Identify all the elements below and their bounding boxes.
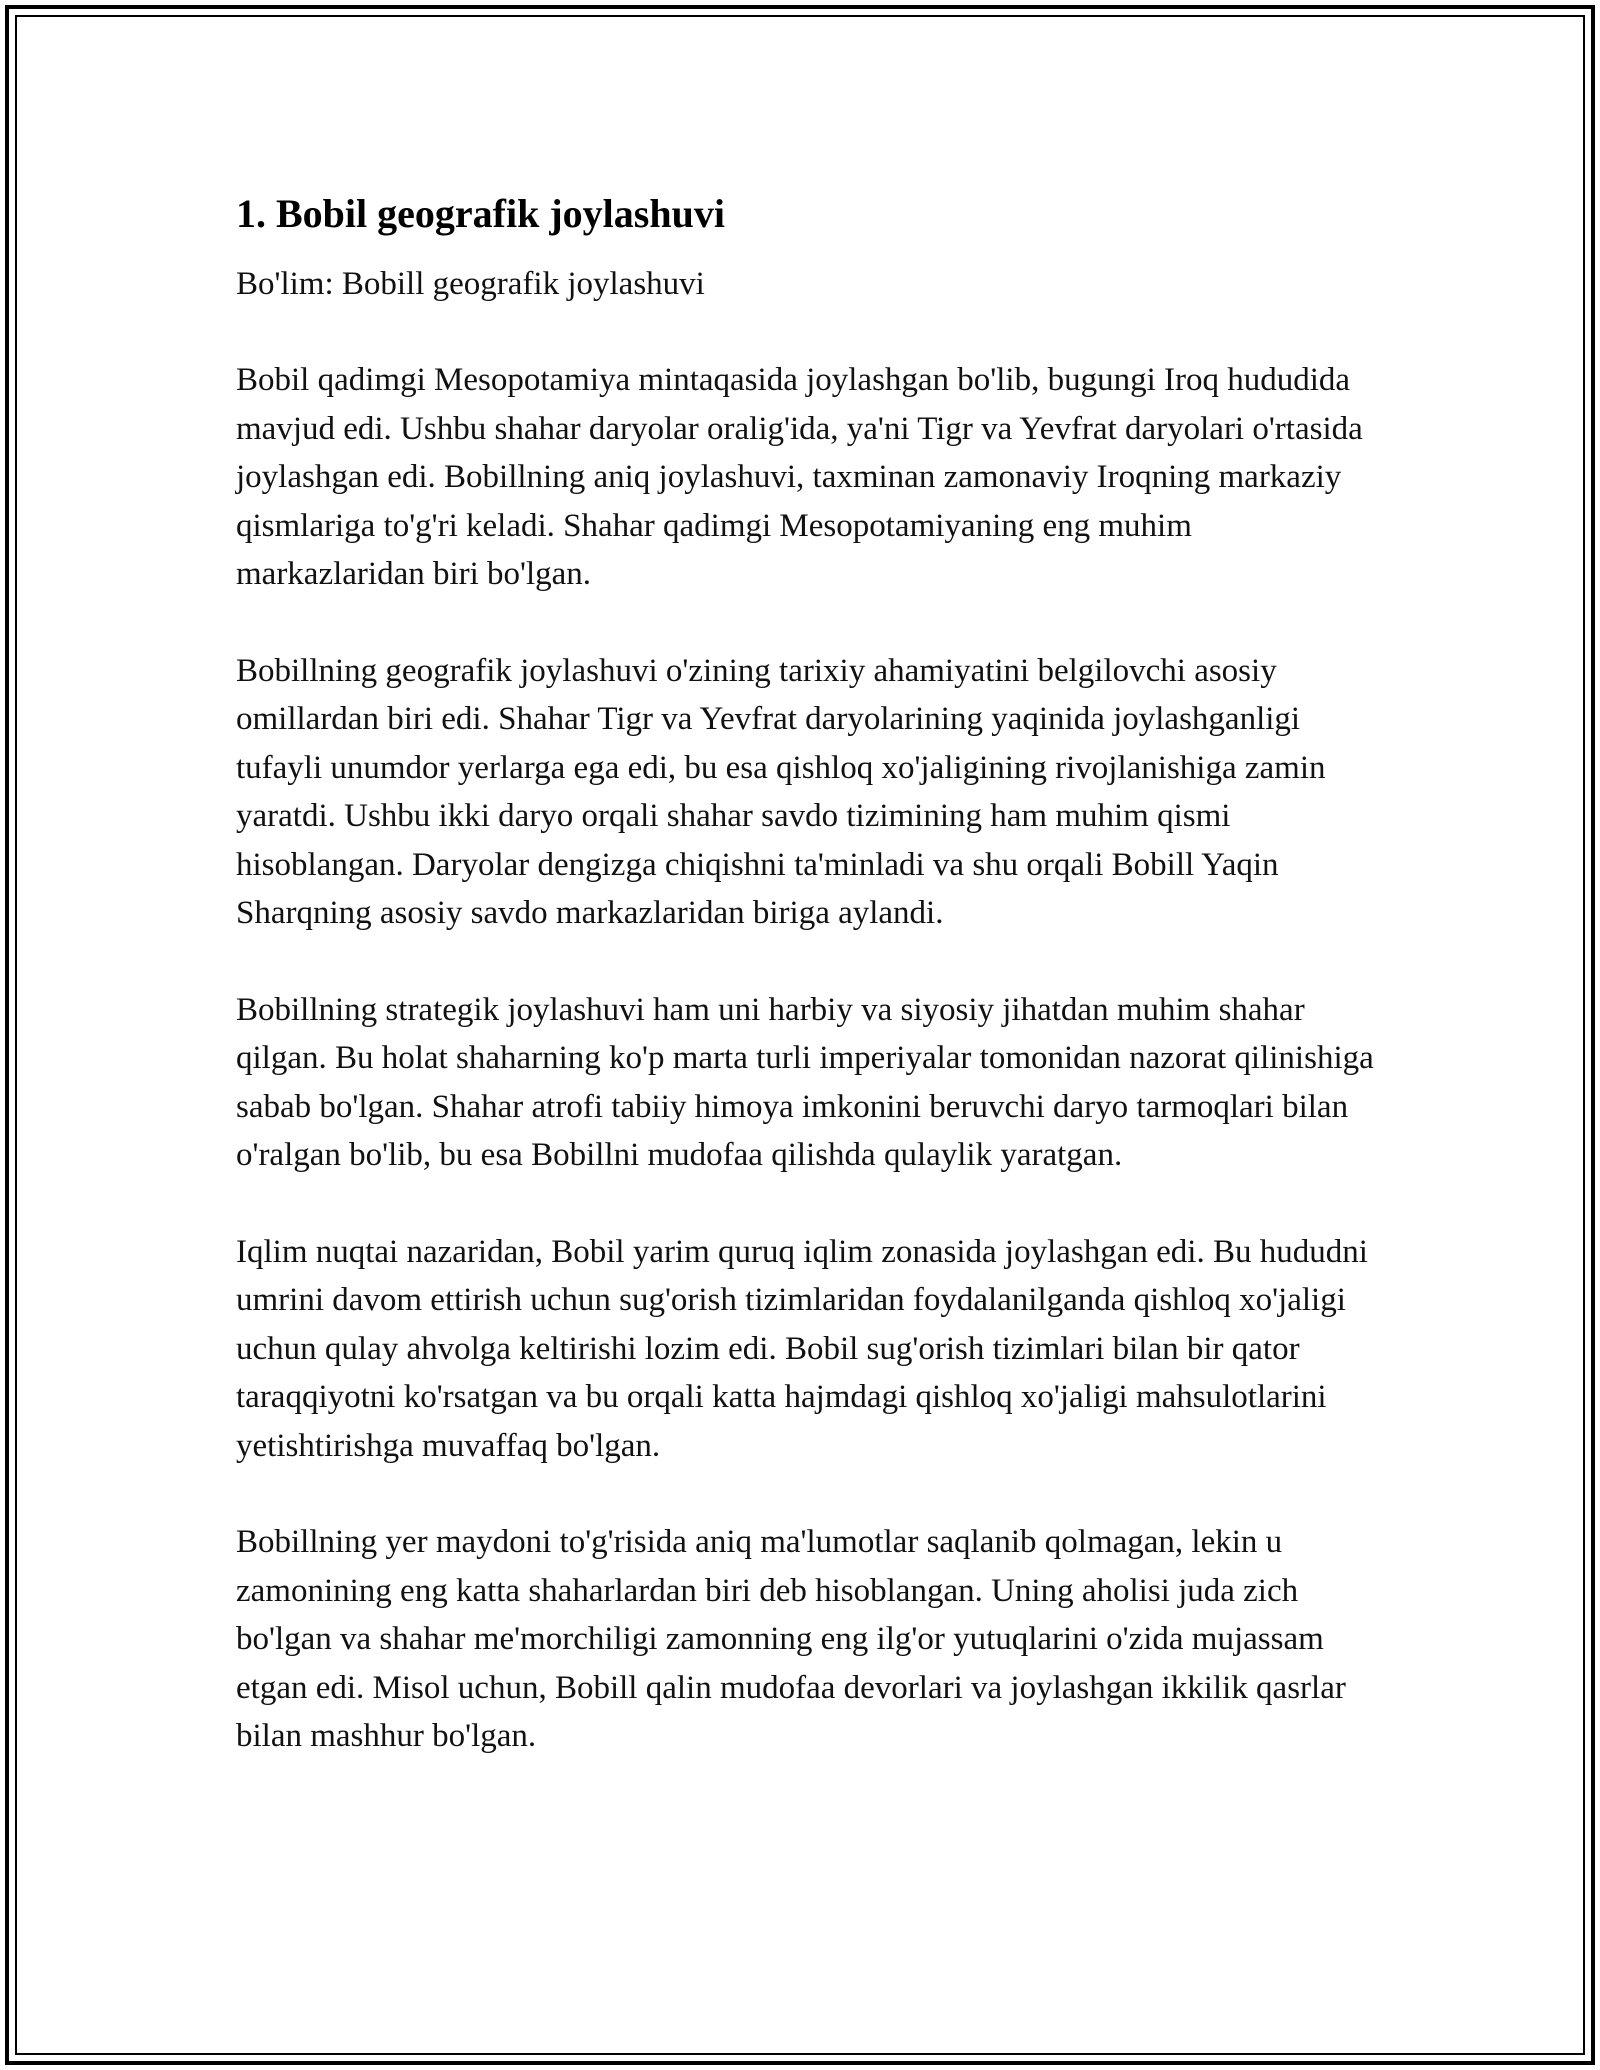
paragraph-2: Bobillning geografik joylashuvi o'zining tarixiy ahamiyatini belgilovchi asosiy omillardan biri edi. Shahar Tigr va Yevfrat daryolarining yaqinida joylashganligi tufayli unumdor yerlarga ega edi, bu esa qishloq xo'jaligining rivojlanishiga zamin yaratdi. Ushbu ikki daryo orqali shahar savdo tizimining ham muhim qismi hisoblangan. Daryolar dengizga chiqishni ta'minladi va shu orqali Bobill Yaqin Sharqning asosiy savdo markazlaridan biriga aylandi. (236, 652, 1326, 931)
paragraph-4: Iqlim nuqtai nazaridan, Bobil yarim quruq iqlim zonasida joylashgan edi. Bu hududni umrini davom ettirish uchun sug'orish tizimlaridan foydalanilganda qishloq xo'jaligi uchun qulay ahvolga keltirishi lozim edi. Bobil sug'orish tizimlari bilan bir qator taraqqiyotni ko'rsatgan va bu orqali katta hajmdagi qishloq xo'jaligi mahsulotlarini yetishtirishga muvaffaq bo'lgan. (236, 1233, 1368, 1464)
document-title: 1. Bobil geografik joylashuvi (236, 191, 725, 236)
paragraph-5: Bobillning yer maydoni to'g'risida aniq ma'lumotlar saqlanib qolmagan, lekin u zamonining eng katta shaharlardan biri deb hisoblangan. Uning aholisi juda zich bo'lgan va shahar me'morchiligi zamonning eng ilg'or yutuqlarini o'zida mujassam etgan edi. Misol uchun, Bobill qalin mudofaa devorlari va joylashgan ikkilik qasrlar bilan mashhur bo'lgan. (236, 1524, 1346, 1754)
paragraph-3: Bobillning strategik joylashuvi ham uni harbiy va siyosiy jihatdan muhim shahar qilgan. Bu holat shaharning ko'p marta turli imperiyalar tomonidan nazorat qilinishiga sabab bo'lgan. Shahar atrofi tabiiy himoya imkonini beruvchi daryo tarmoqlari bilan o'ralgan bo'lib, bu esa Bobillni mudofaa qilishda qulaylik yaratgan. (236, 991, 1374, 1173)
document-content (236, 188, 1376, 1809)
paragraph-1: Bobil qadimgi Mesopotamiya mintaqasida joylashgan bo'lib, bugungi Iroq hududida mavjud edi. Ushbu shahar daryolar oralig'ida, ya'ni Tigr va Yevfrat daryolari o'rtasida joylashgan edi. Bobillning aniq joylashuvi, taxminan zamonaviy Iroqning markaziy qismlariga to'g'ri keladi. Shahar qadimgi Mesopotamiyaning eng muhim markazlaridan biri bo'lgan. (236, 362, 1363, 592)
section-label: Bo'lim: Bobill geografik joylashuvi (236, 266, 705, 302)
